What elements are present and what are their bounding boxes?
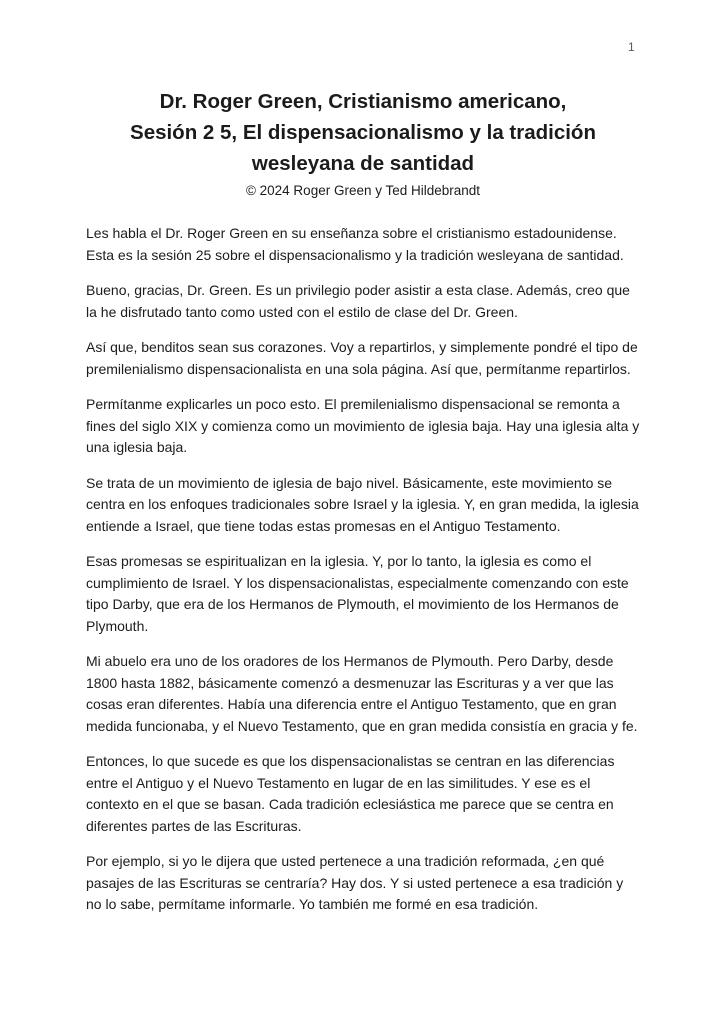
paragraph-6: Esas promesas se espiritualizan en la iglesia. Y, por lo tanto, la iglesia es como el cumplimiento de Israel. Y los dispensacionalistas, especialmente comenzando con este tipo Darby, que era de los Hermanos de Plymouth, el movimiento de los Hermanos de Plymouth.: [86, 553, 629, 634]
paragraph-5: Se trata de un movimiento de iglesia de bajo nivel. Básicamente, este movimiento se centra en los enfoques tradicionales sobre Israel y la iglesia. Y, en gran medida, la iglesia entiende a Israel, que tiene todas estas promesas en el Antiguo Testamento.: [86, 474, 639, 534]
title-line-1: Dr. Roger Green, Cristianismo americano,: [159, 90, 567, 113]
page-number: 1: [628, 40, 635, 54]
paragraph-9: Por ejemplo, si yo le dijera que usted pertenece a una tradición reformada, ¿en qué pasajes de las Escrituras se centraría? Hay dos. Y si usted pertenece a esa tradición y no lo sabe, permítame informarle. Yo también me formé en esa tradición.: [86, 853, 624, 912]
paragraph-1: Les habla el Dr. Roger Green en su enseñanza sobre el cristianismo estadounidense. Esta es la sesión 25 sobre el dispensacionalismo y la tradición wesleyana de santidad.: [86, 225, 624, 263]
paragraph-3: Así que, benditos sean sus corazones. Voy a repartirlos, y simplemente pondré el tipo de premilenialismo dispensacionalista en una sola página. Así que, permítanme repartirlos.: [86, 339, 638, 377]
paragraph-2: Bueno, gracias, Dr. Green. Es un privilegio poder asistir a esta clase. Además, creo que la he disfrutado tanto como usted con el estilo de clase del Dr. Green.: [86, 282, 630, 320]
paragraph-8: Entonces, lo que sucede es que los dispensacionalistas se centran en las diferencias entre el Antiguo y el Nuevo Testamento en lugar de en las similitudes. Y ese es el contexto en el que se basan. Cada tradición eclesiástica me parece que se centra en diferentes partes de las Escrituras.: [86, 753, 615, 834]
paragraph-4: Permítanme explicarles un poco esto. El premilenialismo dispensacional se remonta a fines del siglo XIX y comienza como un movimiento de iglesia baja. Hay una iglesia alta y una iglesia baja.: [86, 396, 640, 455]
document-title: [86, 86, 640, 179]
copyright-line: © 2024 Roger Green y Ted Hildebrandt: [245, 183, 481, 198]
title-line-2: Sesión 2 5, El dispensacionalismo y la tradición: [130, 121, 596, 144]
paragraph-7: Mi abuelo era uno de los oradores de los Hermanos de Plymouth. Pero Darby, desde 1800 hasta 1882, básicamente comenzó a desmenuzar las Escrituras y a ver que las cosas eran diferentes. Había una diferencia entre el Antiguo Testamento, que en gran medida funcionaba, y el Nuevo Testamento, que en gran medida consistía en gracia y fe.: [86, 653, 638, 734]
title-line-3: wesleyana de santidad: [251, 152, 475, 175]
